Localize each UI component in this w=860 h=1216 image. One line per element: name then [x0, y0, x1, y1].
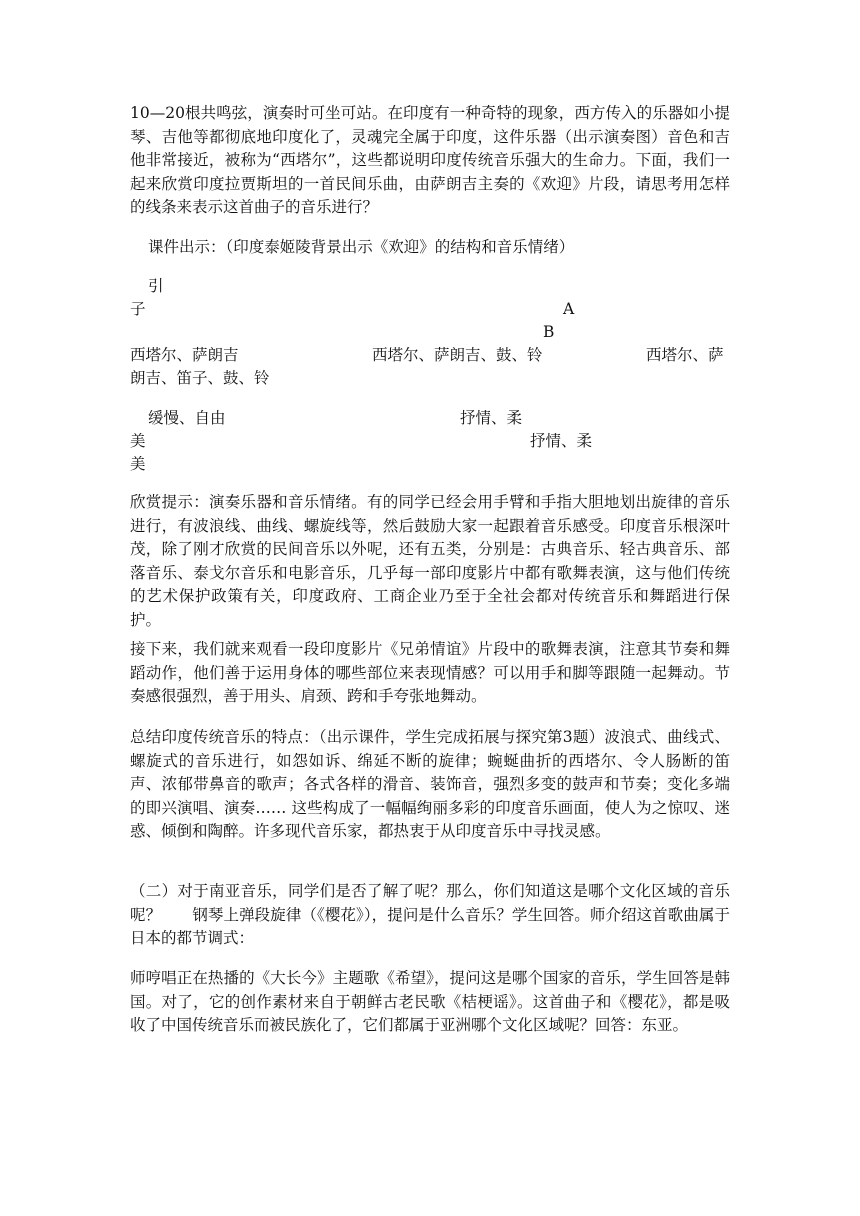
mood-b-part1: 抒情、柔: [530, 432, 593, 450]
intro-label-part2: 子: [130, 300, 146, 318]
appreciation-hint-paragraph: 欣赏提示：演奏乐器和音乐情绪。有的同学已经会用手臂和手指大胆地划出旋律的音乐进行，有波浪线、曲线、螺旋线等，然后鼓励大家一起跟着音乐感受。印度音乐根深叶茂，除了刚才欣赏的民间音乐以外呢，还有五类，分别是：古典音乐、轻古典音乐、部落音乐、泰戈尔音乐和电影音乐，几乎每一部印度影片中都有歌舞表演，这与他们传统的艺术保护政策有关，印度政府、工商企业乃至于全社会都对传统音乐和舞蹈进行保护。: [130, 493, 730, 629]
intro-paragraph: 10—20根共鸣弦，演奏时可坐可站。在印度有一种奇特的现象，西方传入的乐器如小提琴、吉他等都彻底地印度化了，灵魂完全属于印度，这件乐器（出示演奏图）音色和吉他非常接近，被称为“西塔尔”，这些都说明印度传统音乐强大的生命力。下面，我们一起来欣赏印度拉贾斯坦的一首民间乐曲，由萨朗吉主奏的《欢迎》片段，请思考用怎样的线条来表示这首曲子的音乐进行？: [130, 104, 730, 216]
summary-paragraph: 总结印度传统音乐的特点：（出示课件，学生完成拓展与探究第3题）波浪式、曲线式、螺旋式的音乐进行，如怨如诉、绵延不断的旋律；蜿蜒曲折的西塔尔、令人肠断的笛声、浓郁带鼻音的歌声；各式各样的滑音、装饰音，强烈多变的鼓声和节奏；变化多端的即兴演唱、演奏…… 这些构成了一幅幅绚丽多彩的印度音乐画面，使人为之惊叹、迷惑、倾倒和陶醉。许多现代音乐家，都热衷于从印度音乐中寻找灵感。: [130, 728, 730, 840]
film-dance-paragraph: 接下来，我们就来观看一段印度影片《兄弟情谊》片段中的歌舞表演，注意其节奏和舞蹈动作，他们善于运用身体的哪些部位来表现情感？可以用手和脚等跟随一起舞动。节奏感很强烈，善于用头、肩颈、跨和手夸张地舞动。: [130, 640, 730, 705]
mood-intro: 缓慢、自由: [148, 409, 226, 427]
south-asia-paragraph: （二）对于南亚音乐，同学们是否了解了呢？那么，你们知道这是哪个文化区域的音乐呢？ 钢琴上弹段旋律（《樱花》），提问是什么音乐？学生回答。师介绍这首歌曲属于日本的都节调式：: [130, 882, 730, 947]
mood-a-part1: 抒情、柔: [460, 409, 523, 427]
section-b-label: B: [543, 323, 555, 341]
mood-b-part2: 美: [130, 455, 146, 473]
instruments-b-part2: 朗吉、笛子、鼓、铃: [130, 369, 270, 387]
korea-paragraph: 师哼唱正在热播的《大长今》主题歌《希望》，提问这是哪个国家的音乐，学生回答是韩国。对了，它的创作素材来自于朝鲜古老民歌《桔梗谣》。这首曲子和《樱花》，都是吸收了中国传统音乐而被民族化了，它们都属于亚洲哪个文化区域呢？回答：东亚。: [130, 969, 730, 1034]
instruments-intro: 西塔尔、萨朗吉: [130, 346, 239, 364]
mood-a-part2: 美: [130, 432, 146, 450]
instruments-b-part1: 西塔尔、萨: [646, 346, 724, 364]
courseware-line: 课件出示：（印度泰姬陵背景出示《欢迎》的结构和音乐情绪）: [148, 238, 575, 256]
intro-label-part1: 引: [148, 277, 164, 295]
instruments-a: 西塔尔、萨朗吉、鼓、铃: [372, 346, 543, 364]
section-a-label: A: [563, 300, 575, 318]
